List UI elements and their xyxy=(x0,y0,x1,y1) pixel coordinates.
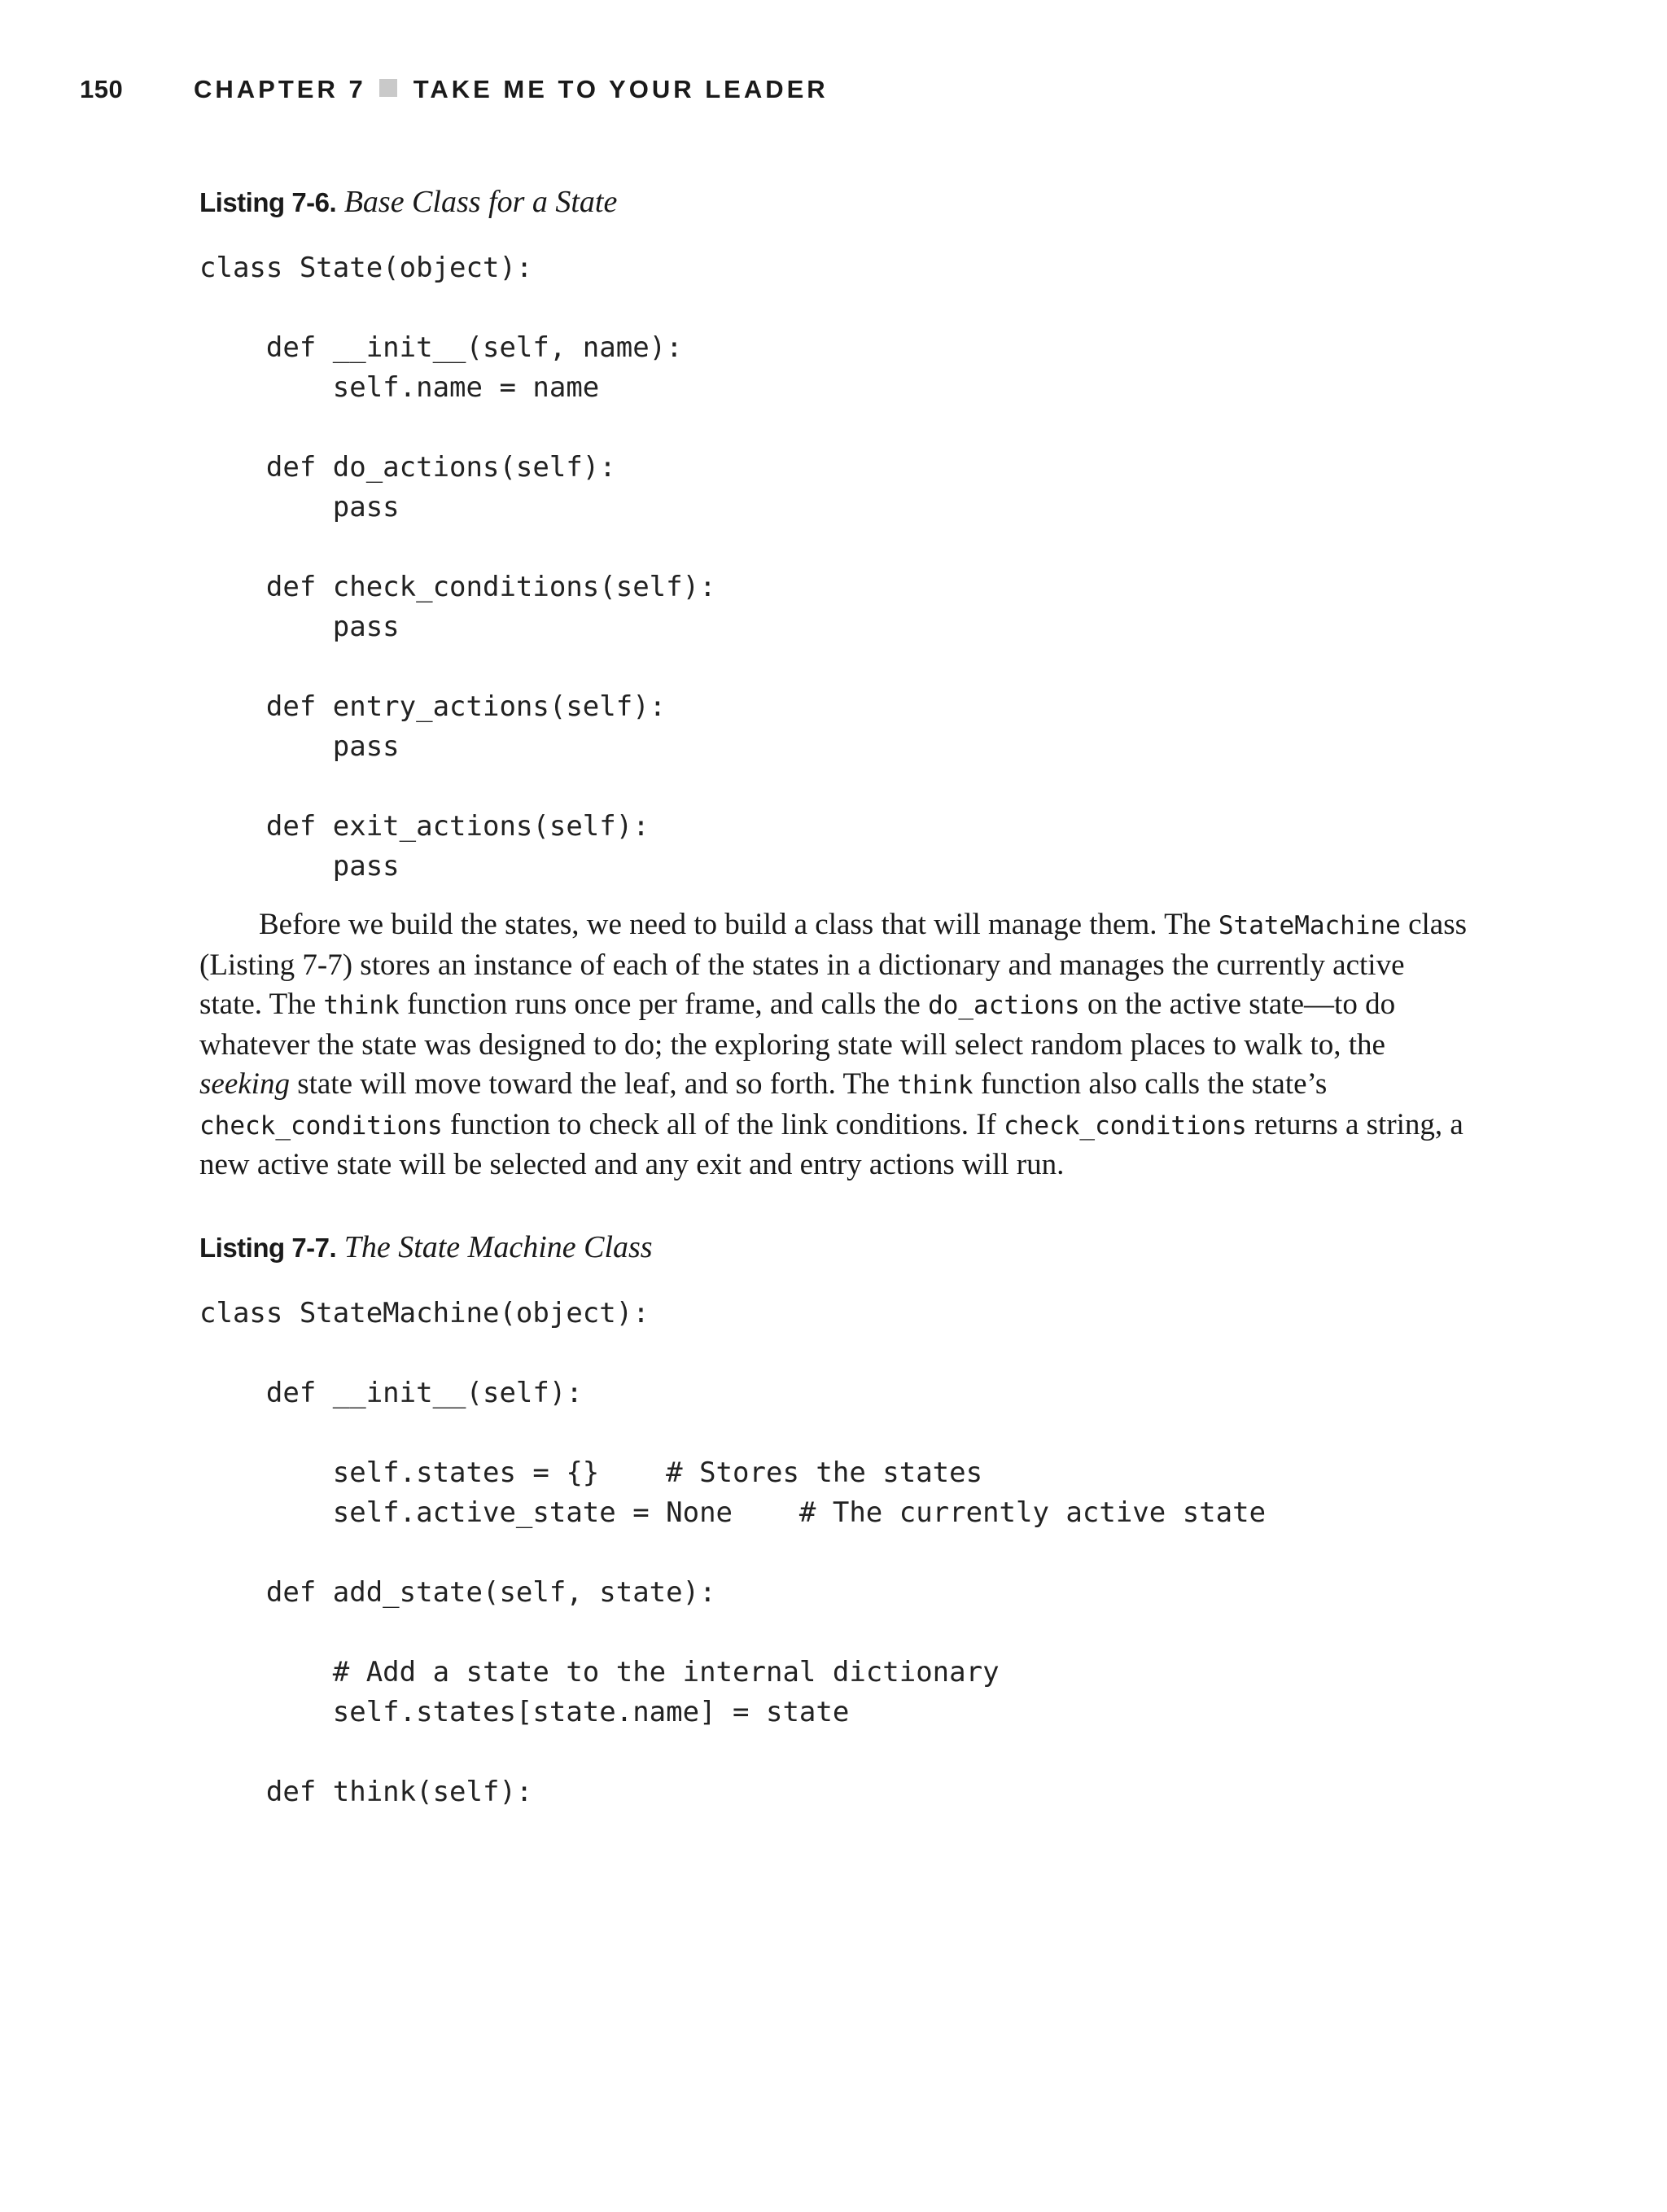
listing-7-7-caption xyxy=(199,1229,653,1265)
inline-code: think xyxy=(897,1071,974,1100)
emphasis: seeking xyxy=(199,1067,290,1101)
code-line: self.name = name xyxy=(199,371,600,404)
running-header xyxy=(0,75,1667,107)
code-line: pass xyxy=(199,850,400,883)
text-run: Before we build the states, we need to build a class that will manage them. The xyxy=(259,908,1219,941)
code-line xyxy=(199,288,716,328)
separator-square-icon xyxy=(379,79,397,97)
text-run: returns a string, a new active state will be selected and any exit and entry actions will run. xyxy=(199,1107,1464,1181)
listing-label: Listing 7-6. xyxy=(199,187,337,217)
code-line: class State(object): xyxy=(199,252,533,284)
code-line: # Add a state to the internal dictionary xyxy=(199,1656,1000,1689)
page-number: 150 xyxy=(80,75,124,103)
code-line: pass xyxy=(199,730,400,763)
code-line: self.states = {} # Stores the states xyxy=(199,1456,983,1489)
text-run: state will move toward the leaf, and so forth. The xyxy=(289,1067,898,1101)
code-line: pass xyxy=(199,611,400,643)
listing-label: Listing 7-7. xyxy=(199,1233,337,1263)
code-line: def __init__(self): xyxy=(199,1377,583,1409)
code-line: def exit_actions(self): xyxy=(199,810,650,843)
code-line xyxy=(199,1334,1266,1373)
chapter-title: TAKE ME TO YOUR LEADER xyxy=(413,75,829,103)
code-line: self.states[state.name] = state xyxy=(199,1696,850,1728)
inline-code: think xyxy=(323,991,400,1020)
listing-7-6-caption xyxy=(199,184,617,220)
inline-code: StateMachine xyxy=(1218,911,1401,940)
code-line xyxy=(199,1732,1266,1772)
code-line: pass xyxy=(199,491,400,523)
code-line xyxy=(199,647,716,687)
text-run: function to check all of the link conditions. If xyxy=(442,1107,1004,1141)
code-line: def entry_actions(self): xyxy=(199,690,667,723)
text-run: function runs once per frame, and calls the xyxy=(399,988,929,1021)
text-run: function also calls the state’s xyxy=(973,1067,1328,1101)
code-line: def think(self): xyxy=(199,1776,533,1808)
code-line: def check_conditions(self): xyxy=(199,571,716,603)
code-line xyxy=(199,767,716,807)
code-line xyxy=(199,1613,1266,1653)
body-paragraph xyxy=(199,905,1469,1185)
listing-title: Base Class for a State xyxy=(343,185,618,219)
listing-7-6-code xyxy=(199,248,716,887)
listing-7-7-code xyxy=(199,1294,1266,1812)
listing-title: The State Machine Class xyxy=(343,1230,653,1264)
text-run: class (Listing 7-7) stores an instance of each of the states in a dictionary and manages the currently active state. The xyxy=(199,908,1468,1021)
code-line xyxy=(199,1413,1266,1453)
code-line xyxy=(199,1533,1266,1573)
code-line xyxy=(199,528,716,567)
inline-code: do_actions xyxy=(928,991,1080,1020)
text-run: on the active state—to do whatever the state was designed to do; the exploring state will select random places to walk to, the xyxy=(199,988,1396,1062)
code-line: def __init__(self, name): xyxy=(199,331,683,364)
code-line xyxy=(199,408,716,448)
code-line: def do_actions(self): xyxy=(199,451,616,484)
inline-code: check_conditions xyxy=(1004,1110,1247,1141)
chapter-label: CHAPTER 7 xyxy=(194,75,366,103)
code-line: class StateMachine(object): xyxy=(199,1297,650,1329)
code-line: def add_state(self, state): xyxy=(199,1576,716,1609)
inline-code: check_conditions xyxy=(199,1110,443,1141)
running-head xyxy=(194,75,829,104)
code-line: self.active_state = None # The currently active state xyxy=(199,1496,1267,1529)
